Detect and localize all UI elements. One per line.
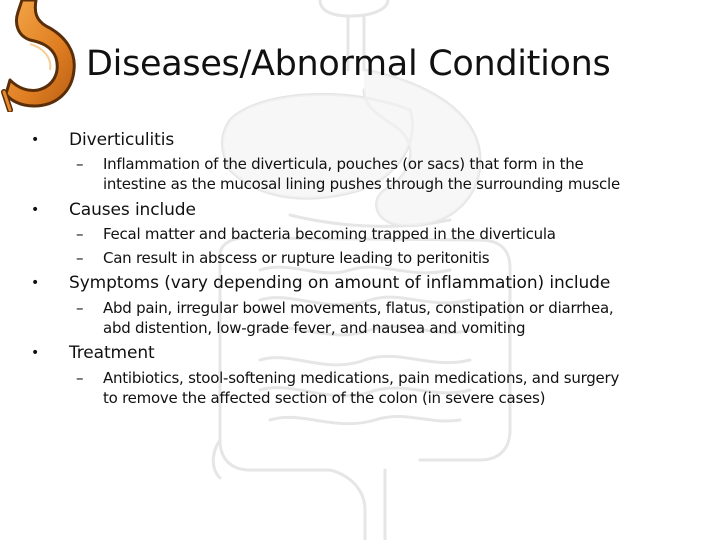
sub-bullet-item — [76, 154, 620, 194]
bullet-text: Causes include — [69, 200, 196, 220]
dash-icon: – — [76, 225, 84, 243]
sub-bullet-line: Abd pain, irregular bowel movements, flatus, constipation or diarrhea, — [103, 299, 614, 317]
sub-bullet-item — [76, 368, 620, 408]
sub-bullet-line: to remove the affected section of the colon (in severe cases) — [103, 389, 546, 407]
page-title: Diseases/Abnormal Conditions — [86, 44, 611, 84]
bullet-icon: • — [31, 275, 40, 291]
bullet-icon: • — [31, 202, 40, 218]
sub-bullet-line: abd distention, low-grade fever, and nausea and vomiting — [103, 319, 526, 337]
dash-icon: – — [76, 299, 84, 317]
bullet-item — [31, 198, 196, 222]
sub-bullet-item — [76, 298, 614, 338]
sub-bullet-line: Can result in abscess or rupture leading to peritonitis — [103, 249, 490, 267]
bullet-icon: • — [31, 132, 40, 148]
bullet-icon: • — [31, 345, 40, 361]
bullet-item — [31, 128, 175, 152]
dash-icon: – — [76, 369, 84, 387]
sub-bullet-line: intestine as the mucosal lining pushes through the surrounding muscle — [103, 175, 620, 193]
bullet-text: Diverticulitis — [69, 130, 175, 150]
sub-bullet-line: Fecal matter and bacteria becoming trapped in the diverticula — [103, 225, 556, 243]
bullet-text: Symptoms (vary depending on amount of inflammation) include — [69, 273, 611, 293]
dash-icon: – — [76, 249, 84, 267]
sub-bullet-item — [76, 224, 556, 244]
sub-bullet-line: Inflammation of the diverticula, pouches (or sacs) that form in the — [103, 155, 584, 173]
sub-bullet-line: Antibiotics, stool-softening medications, pain medications, and surgery — [103, 369, 620, 387]
dash-icon: – — [76, 155, 84, 173]
bullet-item — [31, 341, 155, 365]
bullet-item — [31, 271, 611, 295]
sub-bullet-item — [76, 248, 490, 268]
bullet-text: Treatment — [69, 343, 155, 363]
